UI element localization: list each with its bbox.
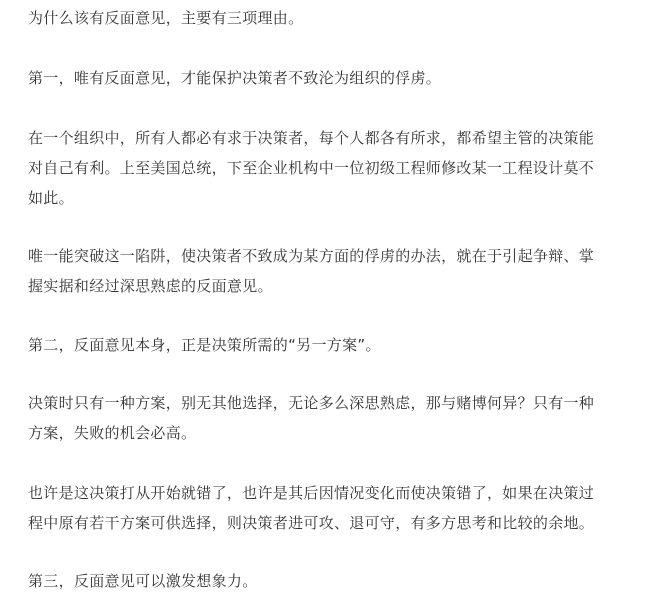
reason-1-paragraph-2 xyxy=(28,241,594,301)
text-line: 第一，唯有反面意见，才能保护决策者不致沦为组织的俘虏。 xyxy=(28,69,442,87)
reason-2-heading xyxy=(28,330,381,360)
text-line: 第三，反面意见可以激发想象力。 xyxy=(28,572,258,590)
text-line: 为什么该有反面意见，主要有三项理由。 xyxy=(28,9,304,27)
text-line: 如此。 xyxy=(28,189,74,207)
text-line: 决策时只有一种方案，别无其他选择，无论多么深思熟虑，那与赌博何异？只有一种 xyxy=(28,394,595,412)
reason-1-heading xyxy=(28,63,441,93)
text-line: 第二，反面意见本身，正是决策所需的“另一方案”。 xyxy=(28,336,381,354)
text-line: 也许是这决策打从开始就错了，也许是其后因情况变化而使决策错了，如果在决策过 xyxy=(28,484,595,502)
text-line: 握实据和经过深思熟虑的反面意见。 xyxy=(28,277,273,295)
text-line: 唯一能突破这一陷阱，使决策者不致成为某方面的俘虏的办法，就在于引起争辩、掌 xyxy=(28,247,595,265)
reason-2-paragraph-2 xyxy=(28,478,594,538)
text-line: 方案，失败的机会必高。 xyxy=(28,424,197,442)
text-line: 在一个组织中，所有人都必有求于决策者，每个人都各有所求，都希望主管的决策能 xyxy=(28,129,595,147)
reason-3-heading xyxy=(28,566,258,596)
intro-paragraph xyxy=(28,3,303,33)
reason-1-paragraph-1 xyxy=(28,123,594,213)
text-line: 程中原有若干方案可供选择，则决策者进可攻、退可守，有多方思考和比较的余地。 xyxy=(28,514,595,532)
text-line: 对自己有利。上至美国总统，下至企业机构中一位初级工程师修改某一工程设计莫不 xyxy=(28,159,595,177)
reason-2-paragraph-1 xyxy=(28,388,594,448)
